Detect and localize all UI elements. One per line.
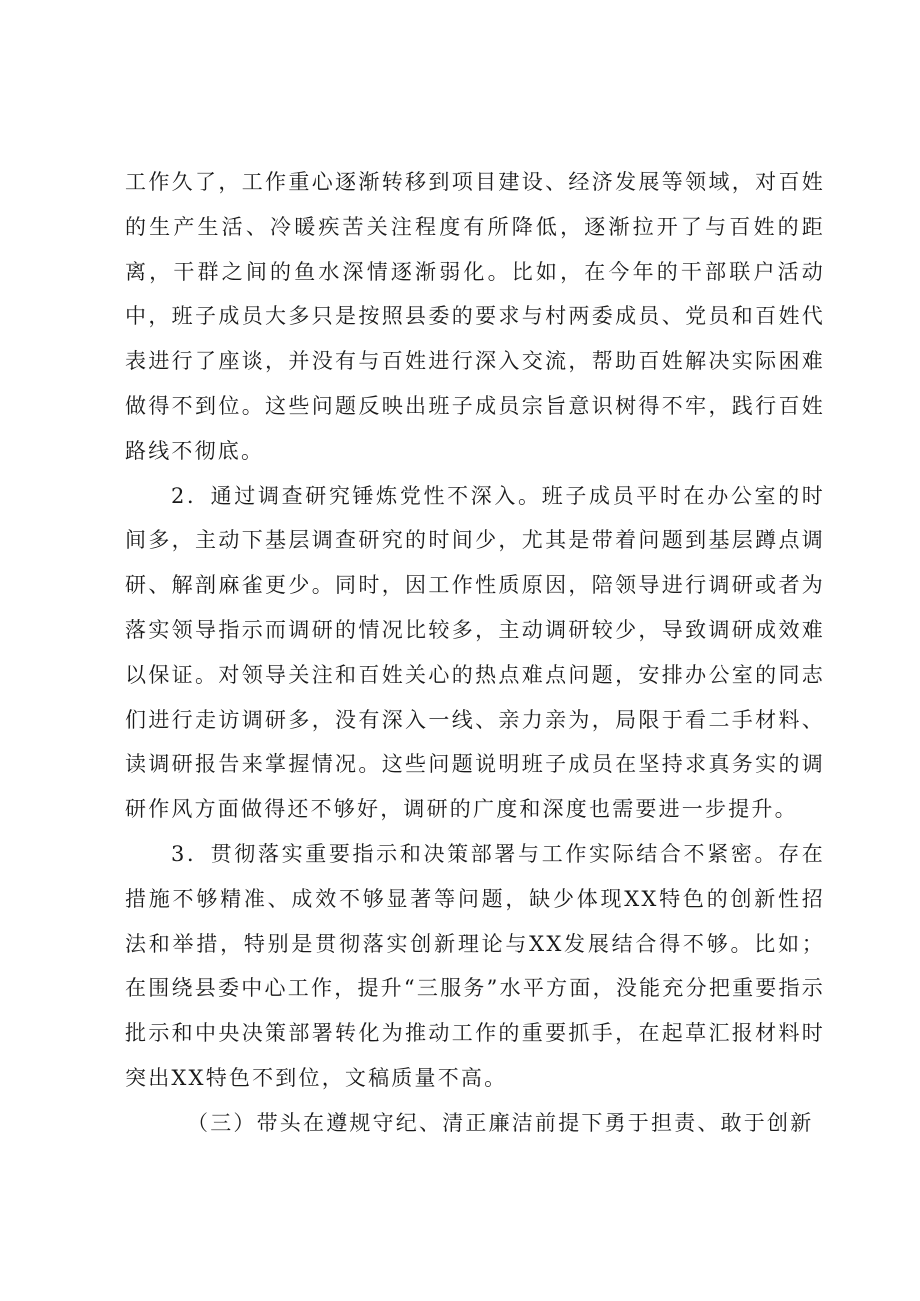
- section-heading-3: （三）带头在遵规守纪、清正廉洁前提下勇于担责、敢于创新: [187, 1110, 814, 1135]
- document-body: [125, 160, 825, 1146]
- paragraph-item-2: 2．通过调查研究锤炼党性不深入。班子成员平时在办公室的时间多，主动下基层调查研究的时间少，尤其是带着问题到基层蹲点调研、解剖麻雀更少。同时，因工作性质原因，陪领导进行调研或者为落实领导指示而调研的情况比较多，主动调研较少，导致调研成效难以保证。对领导关注和百姓关心的热点难点问题，安排办公室的同志们进行走访调研多，没有深入一线、亲力亲为，局限于看二手材料、读调研报告来掌握情况。这些问题说明班子成员在坚持求真务实的调研作风方面做得还不够好，调研的广度和深度也需要进一步提升。: [125, 483, 825, 822]
- paragraph-item-3: 3．贯彻落实重要指示和决策部署与工作实际结合不紧密。存在措施不够精准、成效不够显著等问题，缺少体现XX特色的创新性招法和举措，特别是贯彻落实创新理论与XX发展结合得不够。比如；在围绕县委中心工作，提升“三服务”水平方面，没能充分把重要指示批示和中央决策部署转化为推动工作的重要抓手，在起草汇报材料时突出XX特色不到位，文稿质量不高。: [125, 841, 825, 1090]
- paragraph-continuation: 工作久了，工作重心逐渐转移到项目建设、经济发展等领域，对百姓的生产生活、冷暖疾苦关注程度有所降低，逐渐拉开了与百姓的距离，干群之间的鱼水深情逐渐弱化。比如，在今年的干部联户活动中，班子成员大多只是按照县委的要求与村两委成员、党员和百姓代表进行了座谈，并没有与百姓进行深入交流，帮助百姓解决实际困难做得不到位。这些问题反映出班子成员宗旨意识树得不牢，践行百姓路线不彻底。: [125, 170, 825, 463]
